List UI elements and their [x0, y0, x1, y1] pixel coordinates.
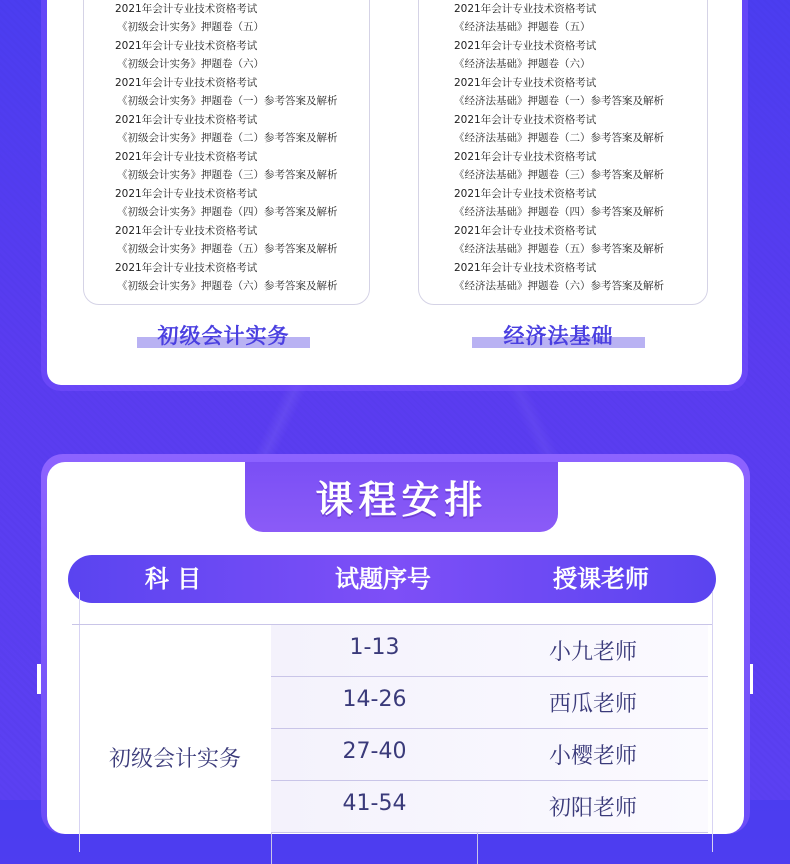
book-line-exam: 2021年会计专业技术资格考试	[115, 39, 258, 52]
book-line-title: 《初级会计实务》押题卷（一）参考答案及解析	[117, 95, 338, 107]
book-line-exam: 2021年会计专业技术资格考试	[115, 2, 258, 15]
book-line-exam: 2021年会计专业技术资格考试	[454, 76, 597, 89]
book-line-title: 《初级会计实务》押题卷（五）	[117, 21, 264, 33]
book-label-text: 初级会计实务	[157, 324, 290, 348]
book-line-title: 《经济法基础》押题卷（五）	[454, 21, 591, 33]
teacher-cell: 小九老师	[548, 640, 637, 665]
book-line-exam: 2021年会计专业技术资格考试	[454, 261, 597, 274]
book-contents-list	[419, 0, 707, 296]
book-line-exam: 2021年会计专业技术资格考试	[454, 150, 597, 163]
book-line-title: 《初级会计实务》押题卷（六）	[117, 58, 264, 70]
book-line-exam: 2021年会计专业技术资格考试	[115, 187, 258, 200]
book-line-title: 《经济法基础》押题卷（五）参考答案及解析	[454, 243, 664, 255]
book-label-text: 经济法基础	[503, 324, 614, 348]
book-line-exam: 2021年会计专业技术资格考试	[115, 113, 258, 126]
book-line-exam: 2021年会计专业技术资格考试	[454, 187, 597, 200]
teacher-cell: 初阳老师	[548, 796, 637, 821]
header-teacher: 授课老师	[553, 565, 649, 593]
book-line-exam: 2021年会计专业技术资格考试	[115, 224, 258, 237]
header-question-number: 试题序号	[335, 565, 431, 593]
book-line-exam: 2021年会计专业技术资格考试	[454, 113, 597, 126]
book-line-exam: 2021年会计专业技术资格考试	[115, 150, 258, 163]
section-title-tab	[245, 462, 558, 532]
book-line-title: 《初级会计实务》押题卷（六）参考答案及解析	[117, 280, 338, 292]
question-range-cell: 41-54	[342, 791, 407, 816]
book-line-title: 《经济法基础》押题卷（四）参考答案及解析	[454, 206, 664, 218]
question-range-cell: 27-40	[342, 739, 407, 764]
book-line-exam: 2021年会计专业技术资格考试	[115, 261, 258, 274]
book-card-accounting	[83, 0, 370, 305]
question-range-cell: 1-13	[349, 635, 400, 660]
book-line-title: 《经济法基础》押题卷（二）参考答案及解析	[454, 132, 664, 144]
schedule-panel	[47, 462, 744, 834]
book-line-exam: 2021年会计专业技术资格考试	[454, 224, 597, 237]
teacher-cell: 西瓜老师	[548, 692, 637, 717]
schedule-section	[41, 454, 750, 834]
header-subject: 科 目	[144, 565, 202, 593]
book-line-title: 《初级会计实务》押题卷（二）参考答案及解析	[117, 132, 338, 144]
book-card-economic-law	[418, 0, 708, 305]
book-label-economic-law	[472, 320, 645, 350]
book-line-title: 《经济法基础》押题卷（三）参考答案及解析	[454, 169, 664, 181]
book-line-exam: 2021年会计专业技术资格考试	[454, 39, 597, 52]
book-label-accounting	[137, 320, 310, 350]
subject-cell: 初级会计实务	[108, 747, 241, 772]
book-line-title: 《初级会计实务》押题卷（三）参考答案及解析	[117, 169, 338, 181]
book-line-title: 《经济法基础》押题卷（六）参考答案及解析	[454, 280, 664, 292]
book-line-title: 《经济法基础》押题卷（一）参考答案及解析	[454, 95, 664, 107]
book-contents-list	[84, 0, 369, 296]
books-panel	[47, 0, 742, 385]
book-line-exam: 2021年会计专业技术资格考试	[115, 76, 258, 89]
book-line-title: 《初级会计实务》押题卷（四）参考答案及解析	[117, 206, 338, 218]
book-line-exam: 2021年会计专业技术资格考试	[454, 2, 597, 15]
section-title: 课程安排	[315, 478, 488, 522]
question-range-cell: 14-26	[342, 687, 407, 712]
book-line-title: 《经济法基础》押题卷（六）	[454, 58, 591, 70]
teacher-cell: 小樱老师	[548, 744, 637, 769]
book-line-title: 《初级会计实务》押题卷（五）参考答案及解析	[117, 243, 338, 255]
row-separator	[271, 832, 708, 833]
